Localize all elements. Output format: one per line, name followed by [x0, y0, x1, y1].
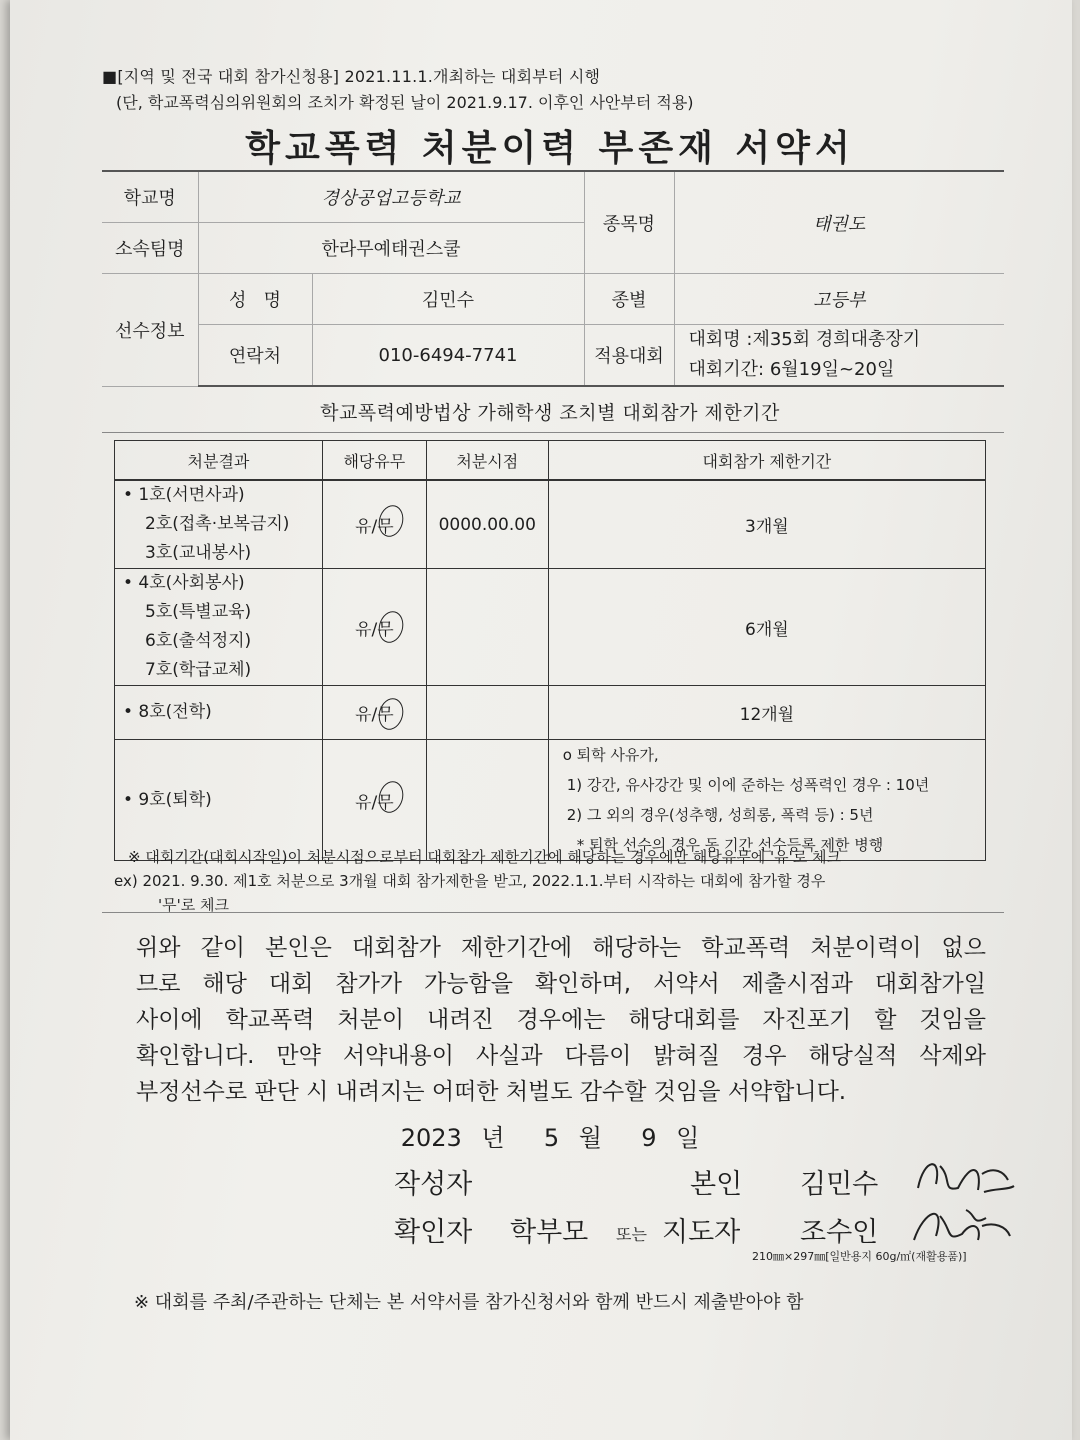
applicable-value: 유/무	[355, 705, 394, 725]
outcome-line: 5호(특별교육)	[145, 602, 252, 622]
division-value: 고등부	[674, 274, 1004, 325]
document-title: 학교폭력 처분이력 부존재 서약서	[245, 128, 855, 169]
col-header-applicable: 해당유무	[322, 441, 426, 481]
team-value: 한라무예태권스쿨	[198, 223, 584, 274]
pledge-line: 므로 해당 대회 참가가 가능함을 확인하며, 서약서 제출시점과 대회참가일	[136, 971, 986, 997]
confirmer-signature	[906, 1196, 1018, 1250]
col-header-outcome: 처분결과	[115, 441, 323, 481]
outcome-line: 6호(출석정지)	[145, 631, 252, 651]
sport-label: 종목명	[584, 171, 674, 274]
note-line-2: ex) 2021. 9.30. 제1호 처분으로 3개월 대회 참가제한을 받고, 2022.1.1.부터 시작하는 대회에 참가할 경우	[114, 872, 826, 890]
contact-value: 010-6494-7741	[312, 325, 584, 387]
writer-label: 작성자	[394, 1169, 473, 1200]
col-header-period: 대회참가 제한기간	[548, 441, 985, 481]
document-page	[10, 0, 1072, 1440]
restriction-table	[114, 440, 986, 861]
applicable-value: 유/무	[355, 619, 394, 640]
condition-line: 2) 그 외의 경우(성추행, 성희롱, 폭력 등) : 5년	[566, 806, 874, 824]
division-label: 종별	[584, 274, 674, 325]
date-cell	[426, 569, 548, 686]
pledge-date: 2023 년 5 월 9 일	[400, 1124, 700, 1152]
pledge-line: 확인합니다. 만약 서약내용이 사실과 다름이 밝혀질 경우 해당실적 삭제와	[136, 1043, 986, 1069]
outcome-line: • 8호(전학)	[123, 702, 212, 722]
event-label: 적용대회	[584, 325, 674, 387]
outcome-cell	[115, 569, 323, 686]
expulsion-conditions	[548, 740, 985, 861]
applicable-value: 유/무	[355, 792, 394, 813]
applicable-cell	[322, 740, 426, 861]
header-notice: ■[지역 및 전국 대회 참가신청용] 2021.11.1.개최하는 대회부터 시행	[102, 67, 601, 86]
outcome-cell	[115, 686, 323, 740]
note-line-1: ※ 대회기간(대회시작일)이 처분시점으로부터 대회참가 제한기간에 해당하는 경우에만 해당유무에 '유'로 체크	[128, 848, 841, 866]
confirmer-role-coach: 지도자	[662, 1217, 741, 1248]
outcome-line: 2호(접촉·보복금지)	[145, 514, 290, 534]
pledge-line: 사이에 학교폭력 처분이 내려진 경우에는 해당대회를 자진포기 할 것임을	[136, 1007, 986, 1033]
event-name: 대회명 :제35회 경희대총장기	[688, 329, 921, 350]
player-info-label: 선수정보	[102, 274, 198, 387]
applicable-cell	[322, 686, 426, 740]
condition-line: * 퇴학 선수의 경우 동 기간 선수등록 제한 병행	[576, 836, 884, 854]
divider	[102, 912, 1004, 913]
contact-label: 연락처	[198, 325, 312, 387]
confirmer-role-parent: 학부모	[510, 1217, 589, 1248]
outcome-cell	[115, 740, 323, 861]
restriction-subtitle: 학교폭력예방법상 가해학생 조치별 대회참가 제한기간	[320, 402, 780, 424]
date-cell: 0000.00.00	[426, 480, 548, 569]
school-value: 경상공업고등학교	[198, 171, 584, 223]
date-cell	[426, 740, 548, 861]
outcome-line: • 4호(사회봉사)	[123, 573, 245, 593]
date-cell	[426, 686, 548, 740]
confirmer-label: 확인자	[394, 1217, 473, 1248]
applicable-value: 유/무	[355, 517, 394, 537]
sport-value: 태권도	[674, 171, 1004, 274]
name-label: 성 명	[198, 274, 312, 325]
condition-line: o 퇴학 사유가,	[562, 746, 659, 764]
team-label: 소속팀명	[102, 223, 198, 274]
pledge-body	[136, 930, 986, 1110]
col-header-date: 처분시점	[426, 441, 548, 481]
applicable-cell	[322, 569, 426, 686]
period-cell: 6개월	[548, 569, 985, 686]
confirmer-name: 조수인	[800, 1217, 879, 1248]
name-value: 김민수	[312, 274, 584, 325]
event-details	[674, 325, 1004, 387]
condition-line: 1) 강간, 유사강간 및 이에 준하는 성폭력인 경우 : 10년	[566, 776, 930, 794]
outcome-line: • 1호(서면사과)	[123, 485, 245, 505]
footer-note: ※ 대회를 주최/주관하는 단체는 본 서약서를 참가신청서와 함께 반드시 제출받아야 함	[134, 1292, 804, 1313]
outcome-line: 3호(교내봉사)	[145, 543, 252, 563]
header-subnotice: (단, 학교폭력심의위원회의 조치가 확정된 날이 2021.9.17. 이후인 사안부터 적용)	[116, 93, 694, 112]
divider	[102, 432, 1004, 433]
writer-role: 본인	[690, 1169, 743, 1200]
period-cell: 12개월	[548, 686, 985, 740]
confirmer-or: 또는	[616, 1225, 647, 1244]
school-label: 학교명	[102, 171, 198, 223]
note-line-3: '무'로 체크	[158, 896, 229, 914]
paper-spec: 210㎜×297㎜[일반용지 60g/㎡(재활용품)]	[752, 1250, 967, 1263]
pledge-line: 위와 같이 본인은 대회참가 제한기간에 해당하는 학교폭력 처분이력이 없으	[136, 935, 986, 961]
applicant-info-table	[102, 170, 1004, 387]
outcome-cell	[115, 480, 323, 569]
writer-name: 김민수	[800, 1169, 879, 1200]
event-period: 대회기간: 6월19일~20일	[688, 359, 895, 380]
check-circle-mark	[375, 608, 406, 645]
pledge-line: 부정선수로 판단 시 내려지는 어떠한 처벌도 감수할 것임을 서약합니다.	[136, 1079, 847, 1105]
outcome-line: • 9호(퇴학)	[123, 789, 212, 810]
outcome-line: 7호(학급교체)	[145, 660, 252, 680]
period-cell: 3개월	[548, 480, 985, 569]
check-circle-mark	[375, 695, 406, 732]
applicable-cell	[322, 480, 426, 569]
